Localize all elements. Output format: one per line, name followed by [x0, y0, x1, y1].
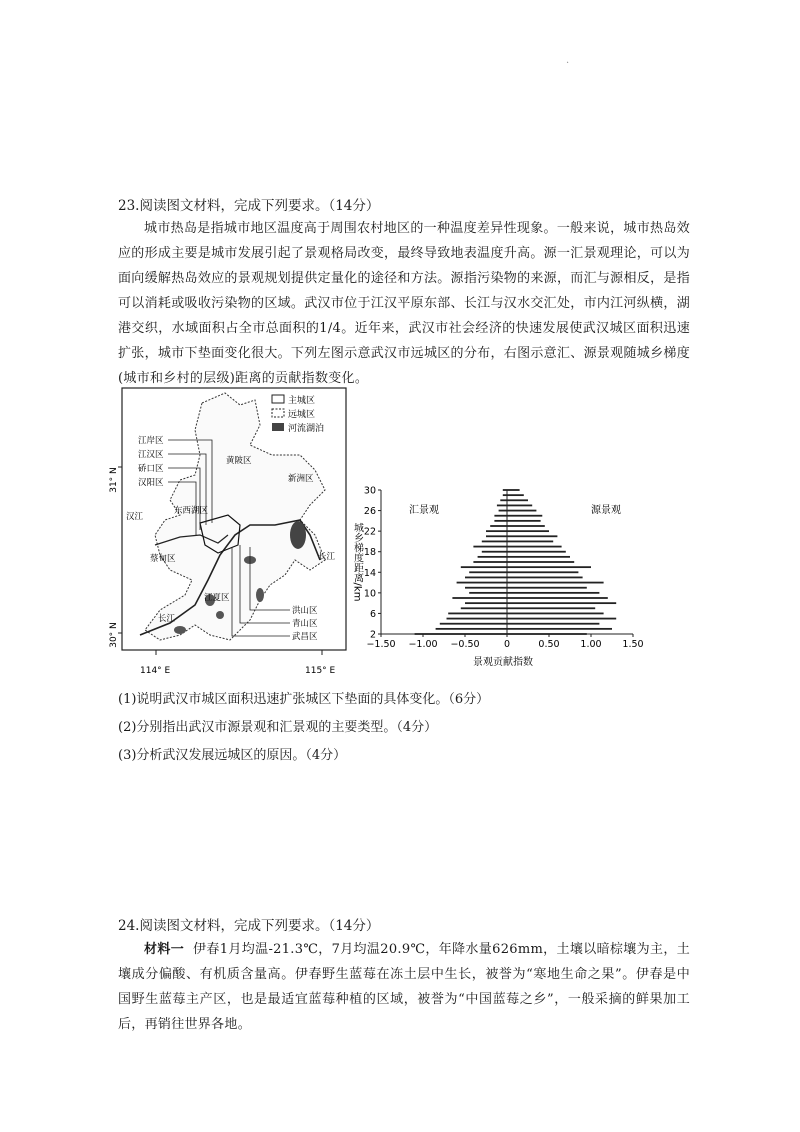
bar-sink-15	[461, 566, 507, 568]
bar-sink-10	[469, 592, 507, 594]
bar-sink-18	[482, 551, 507, 553]
bar-source-20	[507, 541, 553, 543]
label-qiaokou: 硚口区	[138, 464, 164, 474]
bar-sink-26	[499, 510, 507, 512]
label-huangpi: 黄陂区	[226, 456, 252, 466]
lat-30n: 30° N	[109, 622, 119, 648]
q24-heading: 24.阅读图文材料，完成下列要求。（14分）	[118, 918, 380, 934]
bar-source-21	[507, 535, 557, 537]
landscape-contribution-chart	[345, 476, 645, 671]
bar-sink-4	[440, 623, 507, 625]
annotation-sink: 汇景观	[409, 505, 439, 516]
bar-sink-5	[447, 618, 507, 620]
bar-sink-3	[436, 628, 507, 630]
bar-sink-22	[486, 530, 507, 532]
bar-source-3	[507, 628, 612, 630]
bar-sink-19	[473, 546, 507, 548]
bar-sink-17	[478, 556, 507, 558]
label-wuchang: 武昌区	[292, 632, 318, 642]
material-text: 伊春1月均温-21.3℃，7月均温20.9℃，年降水量626mm，土壤以暗棕壤为主，土壤成分偏酸、有机质含量高。伊春野生蓝莓在冻土层中生长，被誉为“寒地生命之果”。伊春是中国野生蓝莓主产区，也是最适宜蓝莓种植的区域，被誉为“中国蓝莓之乡”，一般采摘的鲜果加工后，再销往世界各地。	[118, 942, 690, 1032]
bar-source-25	[507, 515, 542, 517]
bar-source-27	[507, 505, 532, 507]
y-tick-label: 6	[369, 608, 376, 620]
bar-sink-14	[469, 571, 507, 573]
bar-source-17	[507, 556, 570, 558]
label-jiangxia: 江夏区	[204, 593, 230, 603]
label-changjiang-south: 长江	[158, 614, 176, 624]
y-tick-label: 10	[363, 588, 376, 600]
wuhan-district-map	[100, 385, 365, 685]
bar-source-5	[507, 618, 616, 620]
x-tick-label: −1.00	[408, 639, 438, 650]
label-jiangan: 江岸区	[138, 436, 164, 446]
bar-source-9	[507, 597, 608, 599]
y-tick-label: 30	[363, 485, 376, 497]
bar-source-30	[507, 489, 520, 491]
x-tick-label: −1.50	[366, 639, 396, 650]
label-caidian: 蔡甸区	[150, 554, 176, 564]
stray-dot: ·	[566, 58, 570, 69]
bar-sink-11	[465, 587, 507, 589]
lat-31n: 31° N	[109, 467, 119, 493]
y-tick-label: 26	[363, 506, 376, 518]
bar-source-22	[507, 530, 549, 532]
bar-sink-27	[497, 505, 507, 507]
bar-source-6	[507, 613, 604, 615]
x-tick-label: 0	[503, 639, 511, 650]
q23-sub1: (1)说明武汉市城区面积迅速扩张城区下垫面的具体变化。（6分）	[118, 692, 490, 707]
bar-sink-13	[465, 577, 507, 579]
label-hanjiang: 汉江	[126, 512, 144, 522]
lake-5	[256, 588, 264, 602]
bar-sink-7	[461, 607, 507, 609]
label-jianghan: 江汉区	[138, 450, 164, 460]
label-hanyang: 汉阳区	[138, 478, 164, 488]
y-tick-label: 18	[363, 547, 376, 559]
label-hongshan: 洪山区	[292, 606, 318, 616]
x-tick-label: 1.00	[580, 639, 602, 650]
chart-ylabel: 城乡梯度距离/km	[351, 522, 363, 602]
q23-heading: 23.阅读图文材料，完成下列要求。（14分）	[118, 198, 380, 214]
bar-source-28	[507, 499, 528, 501]
q24-material	[118, 937, 690, 1037]
bar-sink-20	[482, 541, 507, 543]
bar-sink-8	[465, 602, 507, 604]
bar-sink-29	[503, 494, 507, 496]
label-changjiang-east: 长江	[318, 552, 336, 562]
label-qingshan: 青山区	[292, 619, 318, 629]
lake-4	[174, 626, 186, 634]
y-tick-label: 2	[369, 629, 376, 641]
q23-paragraph: 城市热岛是指城市地区温度高于周围农村地区的一种温度差异性现象。一般来说，城市热岛效应的形成主要是城市发展引起了景观格局改变，最终导致地表温度升高。源一汇景观理论，可以为面向缓解热岛效应的景观规划提供定量化的途径和方法。源指污染物的来源，而汇与源相反，是指可以消耗或吸收污染物的区域。武汉市位于江汉平原东部、长江与汉水交汇处，市内江河纵横，湖港交织，水域面积占全市总面积的1/4。近年来，武汉市社会经济的快速发展使武汉城区面积迅速扩张，城市下垫面变化很大。下列左图示意武汉市远城区的分布，右图示意汇、源景观随城乡梯度(城市和乡村的层级)距离的贡献指数变化。	[118, 221, 690, 386]
bar-sink-24	[494, 520, 507, 522]
bar-source-15	[507, 566, 591, 568]
legend-river-lake: 河流湖泊	[288, 424, 325, 434]
lake-6	[216, 611, 224, 619]
bar-source-12	[507, 582, 604, 584]
bar-sink-25	[494, 515, 507, 517]
bar-source-23	[507, 525, 545, 527]
bar-source-18	[507, 551, 566, 553]
legend-main-city: 主城区	[288, 396, 316, 406]
bar-source-11	[507, 587, 587, 589]
bar-source-16	[507, 561, 574, 563]
bar-sink-12	[457, 582, 507, 584]
material-label: 材料一	[144, 942, 185, 957]
lon-115e: 115° E	[305, 666, 336, 676]
chart-xlabel: 景观贡献指数	[473, 657, 533, 668]
lake-1	[290, 521, 306, 549]
y-tick-label: 14	[363, 567, 376, 579]
bar-source-26	[507, 510, 536, 512]
bar-sink-16	[473, 561, 507, 563]
y-tick-label: 22	[363, 526, 376, 538]
bar-sink-9	[452, 597, 507, 599]
label-xinzhou: 新洲区	[288, 474, 314, 484]
bar-sink-28	[500, 499, 507, 501]
chart-bars	[415, 489, 617, 635]
bar-source-4	[507, 623, 599, 625]
lon-114e: 114° E	[140, 666, 171, 676]
bar-source-8	[507, 602, 616, 604]
legend-outer-city: 远城区	[288, 410, 316, 420]
bar-source-13	[507, 577, 583, 579]
bar-source-10	[507, 592, 599, 594]
bar-source-7	[507, 607, 595, 609]
bar-source-24	[507, 520, 541, 522]
x-tick-label: −0.50	[450, 639, 480, 650]
label-dongxihu: 东西湖区	[174, 506, 209, 516]
annotation-source: 源景观	[591, 505, 621, 516]
q23-sub3: (3)分析武汉发展远城区的原因。（4分）	[118, 748, 347, 763]
bar-source-14	[507, 571, 578, 573]
x-tick-label: 1.50	[622, 639, 644, 650]
bar-sink-21	[486, 535, 507, 537]
bar-sink-30	[503, 489, 507, 491]
bar-sink-23	[490, 525, 507, 527]
x-tick-label: 0.50	[538, 639, 560, 650]
bar-sink-6	[448, 613, 507, 615]
bar-source-19	[507, 546, 562, 548]
q23-sub2: (2)分别指出武汉市源景观和汇景观的主要类型。（4分）	[118, 720, 438, 735]
bar-source-29	[507, 494, 524, 496]
